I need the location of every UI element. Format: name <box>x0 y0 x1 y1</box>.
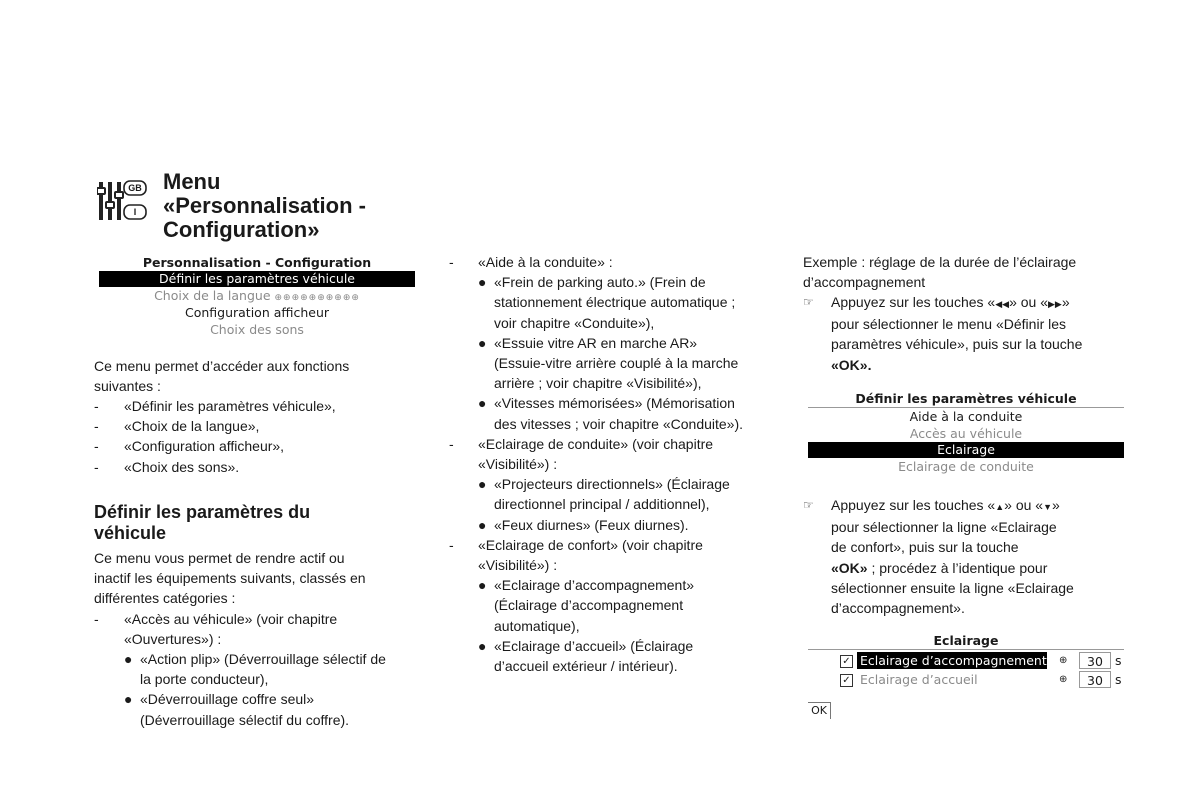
menu-item-acces[interactable]: Accès au véhicule <box>909 426 1023 441</box>
list-item: - «Accès au véhicule» (voir chapitre «Ouvertures») : <box>94 610 338 647</box>
setting-label[interactable]: Eclairage d’accueil <box>859 672 978 687</box>
checkbox[interactable]: ✓ <box>840 674 853 687</box>
column-2 <box>449 252 779 676</box>
list-item: ● «Projecteurs directionnels» (Éclairage directionnel principal / additionnel), <box>478 476 730 513</box>
pointing-hand-icon: ☞ <box>803 295 814 309</box>
page-title: Menu «Personnalisation - Configuration» <box>163 169 366 242</box>
section-heading: Définir les paramètres du véhicule <box>94 502 311 543</box>
duration-field[interactable]: 30 <box>1079 652 1111 669</box>
screen-title: Eclairage <box>808 632 1124 650</box>
down-arrow-icon: ▼ <box>1043 502 1052 512</box>
menu-item-langue[interactable]: Choix de la langue ⊕⊕⊕⊕⊕⊕⊕⊕⊕⊕ <box>154 288 360 303</box>
rewind-icon: ◀◀ <box>995 299 1010 309</box>
duration-field[interactable]: 30 <box>1079 671 1111 688</box>
section-paragraph: Ce menu vous permet de rendre actif ou inactif les équipements suivants, classés en différentes catégories : - «Accès au véhicule» (voir chapitre «Ouvertures») : ● «Action plip» (Déverrouillage sélectif de la porte conducteur), ● «Déverrouillage coffre seul» (Déverrouillage sélectif du coffre). <box>94 548 386 730</box>
list-item: ● «Essuie vitre AR en marche AR» (Essuie-vitre arrière couplé à la marche arrière ; voir chapitre «Visibilité»), <box>478 334 739 392</box>
list-item: - «Configuration afficheur», <box>94 438 285 455</box>
unit-label: s <box>1115 653 1122 668</box>
list-item: ● «Déverrouillage coffre seul» (Déverrouillage sélectif du coffre). <box>124 691 350 728</box>
fast-forward-icon: ▶▶ <box>1048 299 1062 309</box>
list-item: - «Définir les paramètres véhicule», <box>94 398 336 414</box>
menu-screen-personnalisation <box>99 254 415 338</box>
badge-gb: GB <box>128 183 142 193</box>
list-item: ● «Frein de parking auto.» (Frein de stationnement électrique automatique ; voir chapitre «Conduite»), <box>478 274 736 331</box>
list-item: - «Aide à la conduite» : <box>449 254 613 270</box>
language-flags-icon: ⊕⊕⊕⊕⊕⊕⊕⊕⊕⊕ <box>274 293 360 303</box>
ok-button[interactable]: OK <box>808 702 831 719</box>
menu-list <box>94 396 336 477</box>
setting-label[interactable]: Eclairage d’accompagnement <box>857 652 1047 669</box>
badge-i: I <box>133 207 137 217</box>
menu-item-definir[interactable]: Définir les paramètres véhicule <box>99 271 415 287</box>
setting-row <box>840 671 1124 688</box>
eclairage-screen <box>808 632 1124 720</box>
up-arrow-icon: ▲ <box>995 502 1005 512</box>
menu-screen-definir <box>808 390 1124 475</box>
menu-item-sons[interactable]: Choix des sons <box>210 322 304 337</box>
list-item: ● «Action plip» (Déverrouillage sélectif de la porte conducteur), <box>124 651 386 688</box>
step-2: ☞ Appuyez sur les touches «▲» ou «▼» pour sélectionner la ligne «Eclairage de confort», puis sur la touche «OK» ; procédez à l’identique pour sélectionner ensuite la ligne «Eclairage d’accompagnement». <box>803 497 1074 617</box>
list-item: - «Eclairage de conduite» (voir chapitre «Visibilité») : <box>449 435 714 473</box>
list-item: - «Choix des sons». <box>94 458 240 475</box>
clock-icon: ⊕ <box>1059 674 1068 685</box>
menu-item-eclairage-conduite[interactable]: Eclairage de conduite <box>898 459 1034 474</box>
screen-title: Définir les paramètres véhicule <box>808 390 1124 408</box>
list-item: ● «Vitesses mémorisées» (Mémorisation des vitesses ; voir chapitre «Conduite»). <box>478 395 744 432</box>
list-item: - «Eclairage de confort» (voir chapitre «Visibilité») : <box>449 536 703 574</box>
list-item: ● «Feux diurnes» (Feux diurnes). <box>478 516 689 533</box>
clock-icon: ⊕ <box>1059 655 1068 666</box>
step-1: ☞ Appuyez sur les touches «◀◀» ou «▶▶» pour sélectionner le menu «Définir les paramètres véhicule», puis sur la touche «OK». <box>803 294 1083 373</box>
menu-item-aide[interactable]: Aide à la conduite <box>909 409 1023 424</box>
example-text: Exemple : réglage de la durée de l’éclairage d’accompagnement <box>803 254 1077 291</box>
menu-item-afficheur[interactable]: Configuration afficheur <box>184 305 330 320</box>
list-item: - «Choix de la langue», <box>94 418 260 435</box>
list-item: ● «Eclairage d’accompagnement» (Éclairage d’accompagnement automatique), <box>478 577 695 634</box>
screen-title: Personnalisation - Configuration <box>142 255 372 270</box>
checkbox[interactable]: ✓ <box>840 655 853 668</box>
setting-row <box>840 652 1124 669</box>
intro-text: Ce menu permet d’accéder aux fonctions suivantes : <box>94 358 350 395</box>
pointing-hand-icon: ☞ <box>803 498 814 512</box>
list-item: ● «Eclairage d’accueil» (Éclairage d’accueil extérieur / intérieur). <box>478 637 694 675</box>
menu-item-eclairage[interactable]: Eclairage <box>808 442 1124 458</box>
unit-label: s <box>1115 672 1122 687</box>
